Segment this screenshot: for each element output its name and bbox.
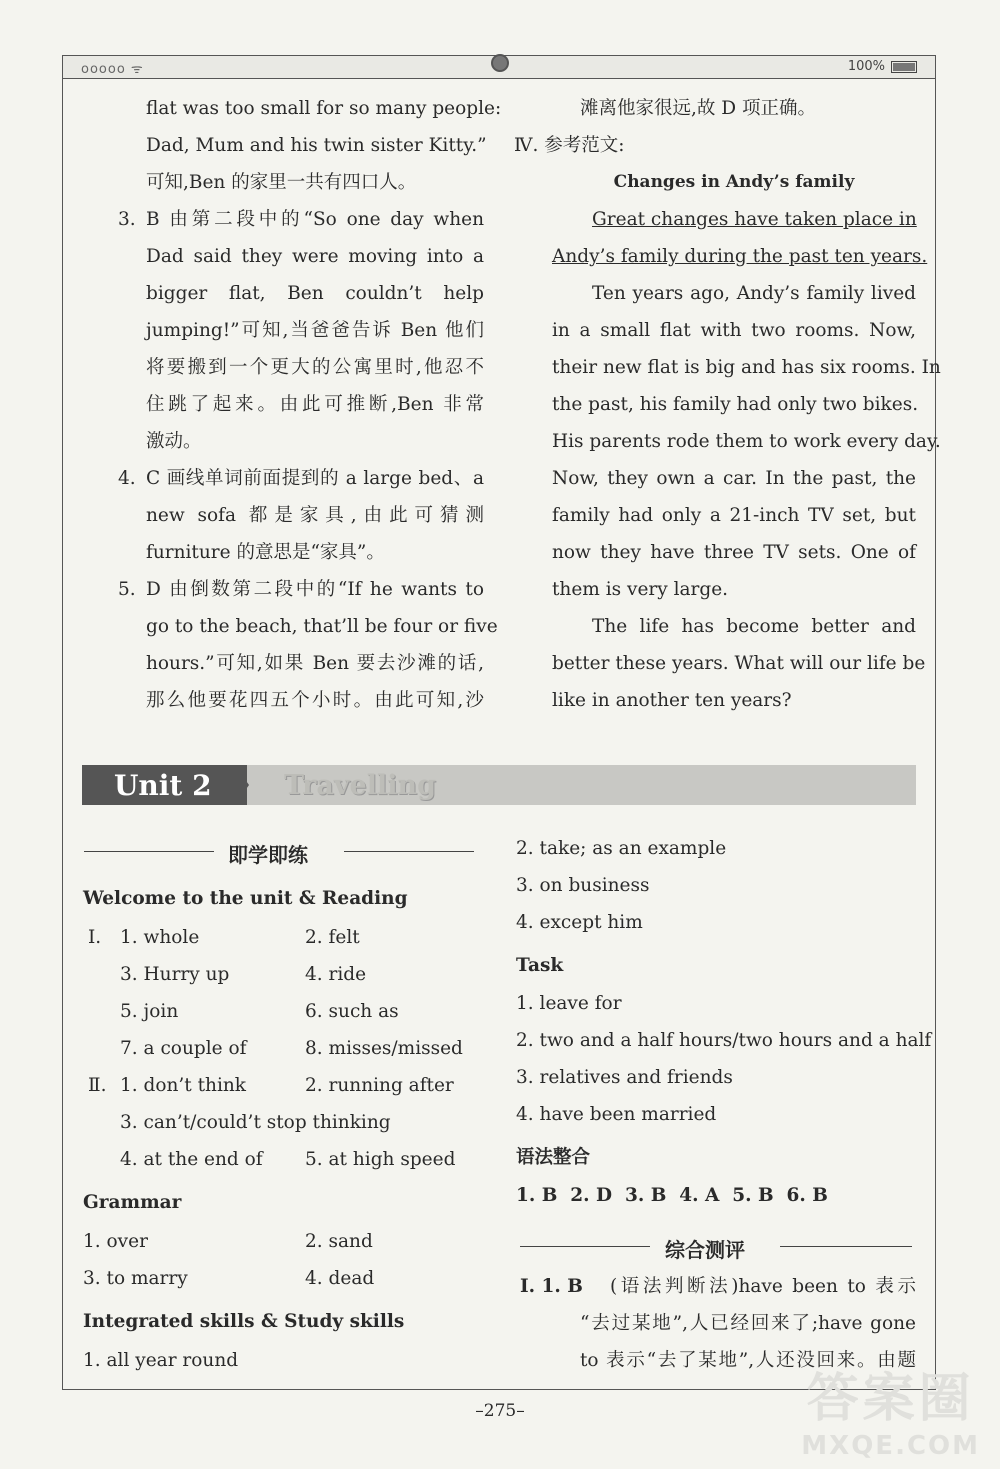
essay-line: like in another ten years? [552,690,792,711]
answer-item: 4. have been married [516,1104,717,1125]
text-line: 激动。 [146,431,202,452]
subsection-heading: Task [516,955,564,976]
subsection-heading: Welcome to the unit & Reading [83,888,408,909]
essay-title: Changes in Andy’s family [613,172,855,192]
divider [344,851,474,852]
answer-item: 1. all year round [83,1350,239,1371]
text-line: go to the beach, that’ll be four or five [146,616,498,637]
page-number: –275– [475,1401,525,1421]
essay-line: Great changes have taken place in [592,209,917,230]
text-line: 住跳了起来。由此可推断,Ben 非常 [146,394,484,415]
answer-item: 4. except him [516,912,643,933]
answer-item: 6. such as [305,1001,399,1022]
answer-item: 3. can’t/could’t stop thinking [120,1112,391,1133]
answer-item: 2. felt [305,927,360,948]
essay-line: Andy’s family during the past ten years. [552,246,928,267]
text-line: 滩离他家很远,故 D 项正确。 [580,98,816,119]
text-line: 那么他要花四五个小时。由此可知,沙 [146,690,484,711]
question-number: 4. [118,468,136,489]
answer-item: 4. ride [305,964,367,985]
text-line: jumping!”可知,当爸爸告诉 Ben 他们 [146,320,484,341]
text-line: B 由第二段中的“So one day when [146,209,484,230]
chevron-right-icon [235,765,249,805]
question-number: 5. [118,579,136,600]
text-line: (语法判断法)have been to 表示 [610,1276,916,1297]
text-line: flat was too small for so many people: [146,98,502,119]
answer-item: 2. two and a half hours/two hours and a half [516,1030,932,1051]
answer-item: 1. leave for [516,993,622,1014]
question-label: Ⅰ. 1. B [520,1276,583,1297]
essay-line: in a small flat with two rooms. Now, [552,320,916,341]
text-line: hours.”可知,如果 Ben 要去沙滩的话, [146,653,484,674]
text-line: to 表示“去了某地”,人还没回来。由题 [580,1350,916,1371]
essay-line: their new flat is big and has six rooms. In [552,357,941,378]
unit-label: Unit 2 [114,769,212,802]
answer-item: 2. sand [305,1231,373,1252]
answer-item: 1. don’t think [120,1075,247,1096]
answer-item: 4. at the end of [120,1149,263,1170]
answer-item: 1. over [83,1231,148,1252]
answer-item: 8. misses/missed [305,1038,463,1059]
part-label: Ⅱ. [88,1075,107,1096]
text-line: 可知,Ben 的家里一共有四口人。 [146,172,417,193]
subsection-heading: Integrated skills & Study skills [83,1311,405,1332]
essay-line: them is very large. [552,579,729,600]
watermark-logo: 答案圈 MXQE.COM [801,1369,980,1461]
battery-icon [891,61,917,73]
subsection-heading: Grammar [83,1192,182,1213]
divider [520,1246,650,1247]
battery-level: 100% [847,59,885,74]
answer-item: 3. on business [516,875,650,896]
essay-line: His parents rode them to work every day. [552,431,941,452]
text-line: new sofa 都是家具,由此可猜测 [146,505,484,526]
essay-line: now they have three TV sets. One of [552,542,916,563]
answer-item: 5. join [120,1001,179,1022]
subsection-heading: 语法整合 [516,1147,591,1168]
text-line: Dad, Mum and his twin sister Kitty.” [146,135,487,156]
essay-line: Now, they own a car. In the past, the [552,468,916,489]
essay-line: the past, his family had only two bikes. [552,394,919,415]
divider [780,1246,912,1247]
essay-line: family had only a 21-inch TV set, but [552,505,916,526]
section-label: Ⅳ. 参考范文: [514,135,625,156]
text-line: bigger flat, Ben couldn’t help [146,283,484,304]
question-number: 3. [118,209,136,230]
text-line: furniture 的意思是“家具”。 [146,542,385,563]
text-line: D 由倒数第二段中的“If he wants to [146,579,484,600]
section-heading: 综合测评 [665,1238,745,1262]
text-line: Dad said they were moving into a [146,246,484,267]
unit-title: Travelling [284,770,436,801]
essay-line: Ten years ago, Andy’s family lived [592,283,916,304]
essay-line: The life has become better and [592,616,916,637]
camera-icon [491,54,509,72]
answer-item: 2. running after [305,1075,454,1096]
divider [84,851,214,852]
text-line: 将要搬到一个更大的公寓里时,他忍不 [146,357,484,378]
answer-item: 1. whole [120,927,200,948]
text-line: “去过某地”,人已经回来了;have gone [580,1313,916,1334]
answer-item: 7. a couple of [120,1038,247,1059]
text-line: C 画线单词前面提到的 a large bed、a [146,468,484,489]
answer-key: 1. B 2. D 3. B 4. A 5. B 6. B [516,1185,828,1206]
answer-item: 4. dead [305,1268,375,1289]
answer-item: 3. relatives and friends [516,1067,733,1088]
part-label: Ⅰ. [88,927,102,948]
section-heading: 即学即练 [228,843,308,867]
answer-item: 3. to marry [83,1268,188,1289]
signal-icon: ooooo ᯤ [81,62,144,77]
answer-item: 2. take; as an example [516,838,727,859]
answer-item: 5. at high speed [305,1149,456,1170]
answer-item: 3. Hurry up [120,964,230,985]
essay-line: better these years. What will our life be [552,653,926,674]
